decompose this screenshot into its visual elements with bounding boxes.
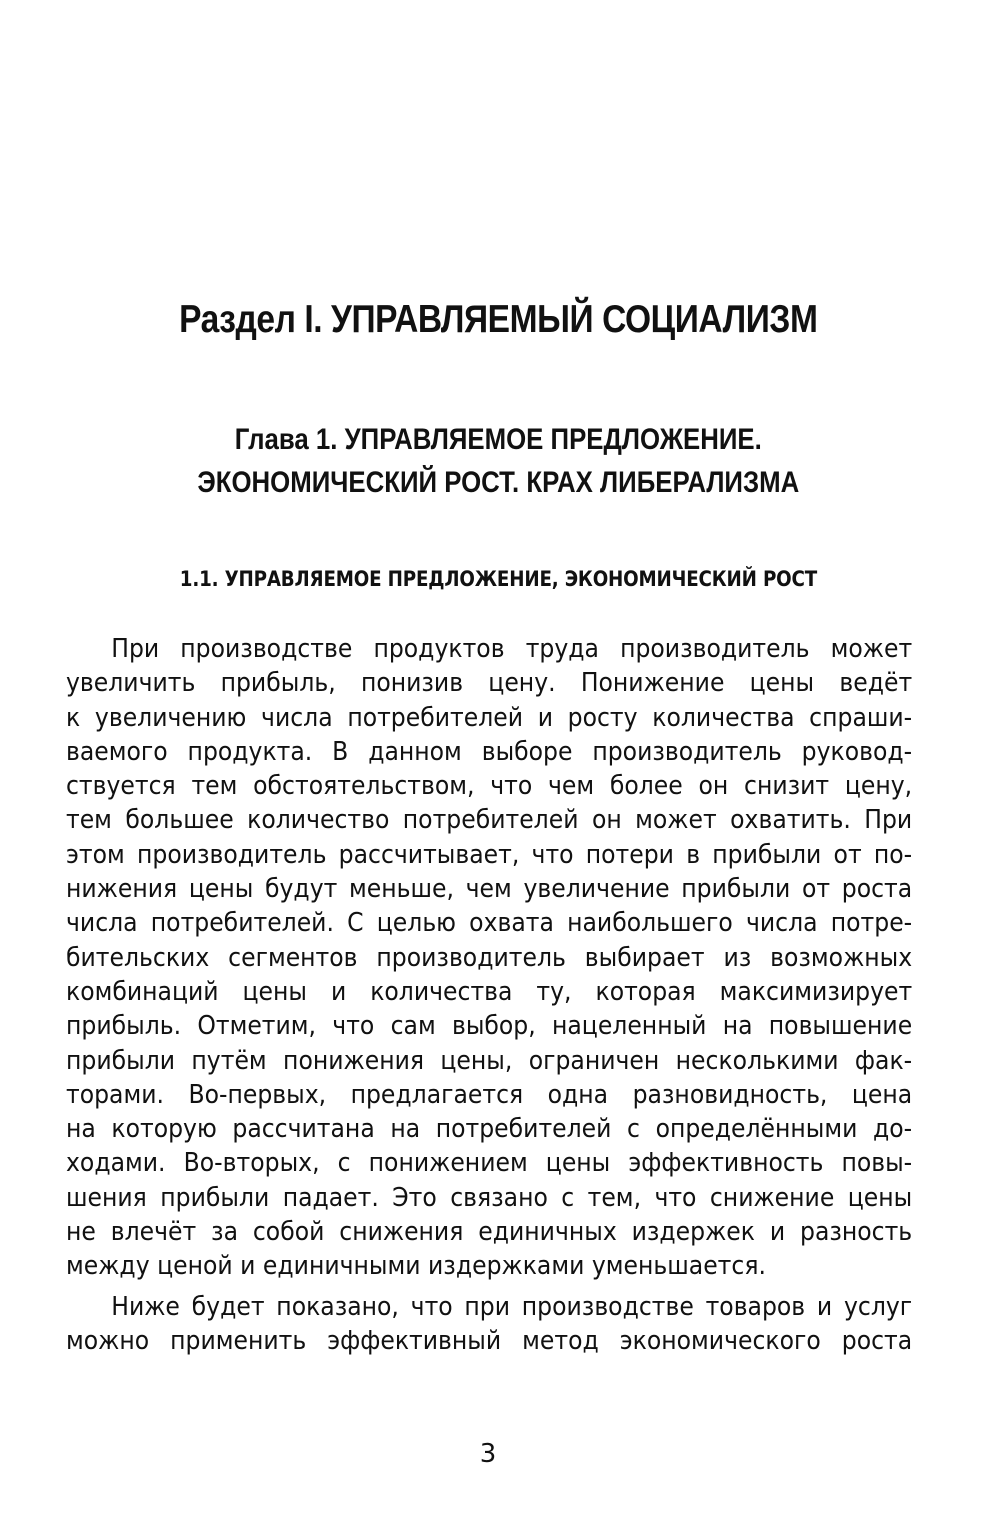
text-line: увеличить прибыль, понизив цену. Понижение цены ведёт: [66, 668, 913, 699]
section-title: Раздел I. УПРАВЛЯЕМЫЙ СОЦИАЛИЗМ: [179, 298, 818, 341]
chapter-title-line-1: Глава 1. УПРАВЛЯЕМОЕ ПРЕДЛОЖЕНИЕ.: [234, 423, 762, 456]
chapter-title-line-2: ЭКОНОМИЧЕСКИЙ РОСТ. КРАХ ЛИБЕРАЛИЗМА: [197, 466, 800, 499]
text-line: к увеличению числа потребителей и росту количества спраши-: [66, 702, 913, 733]
text-line: можно применить эффективный метод экономического роста: [66, 1325, 913, 1356]
text-line: ваемого продукта. В данном выборе производитель руковод-: [66, 736, 913, 767]
body-text: [66, 632, 912, 1358]
text-line: этом производитель рассчитывает, что потери в прибыли от по-: [66, 839, 913, 870]
text-line: на которую рассчитана на потребителей с определёнными до-: [66, 1114, 913, 1145]
text-line: Ниже будет показано, что при производстве товаров и услуг: [111, 1291, 913, 1322]
text-line: При производстве продуктов труда производитель может: [111, 634, 913, 664]
page-number: 3: [479, 1439, 497, 1469]
text-line: тем большее количество потребителей он может охватить. При: [66, 805, 913, 836]
text-line: не влечёт за собой снижения единичных издержек и разность: [66, 1217, 913, 1248]
text-line: ствуется тем обстоятельством, что чем более он снизит цену,: [66, 771, 913, 802]
text-line: прибыли путём понижения цены, ограничен несколькими фак-: [66, 1045, 913, 1076]
chapter-title: [68, 418, 928, 504]
text-line: числа потребителей. С целью охвата наибольшего числа потре-: [66, 908, 913, 939]
text-line: бительских сегментов производитель выбирает из возможных: [66, 942, 913, 973]
text-line: ходами. Во-вторых, с понижением цены эффективность повы-: [66, 1148, 913, 1179]
subsection-title: 1.1. УПРАВЛЯЕМОЕ ПРЕДЛОЖЕНИЕ, ЭКОНОМИЧЕСКИЙ РОСТ: [179, 567, 818, 591]
paragraph-1: [66, 632, 912, 1284]
text-line: нижения цены будут меньше, чем увеличение прибыли от роста: [66, 874, 913, 905]
text-line: торами. Во-первых, предлагается одна разновидность, цена: [66, 1079, 913, 1110]
text-line: шения прибыли падает. Это связано с тем, что снижение цены: [66, 1182, 913, 1213]
paragraph-2: [66, 1290, 912, 1359]
text-line: прибыль. Отметим, что сам выбор, нацеленный на повышение: [66, 1011, 913, 1042]
text-line: комбинаций цены и количества ту, которая максимизирует: [66, 976, 913, 1007]
text-line: между ценой и единичными издержками уменьшается.: [66, 1251, 766, 1282]
